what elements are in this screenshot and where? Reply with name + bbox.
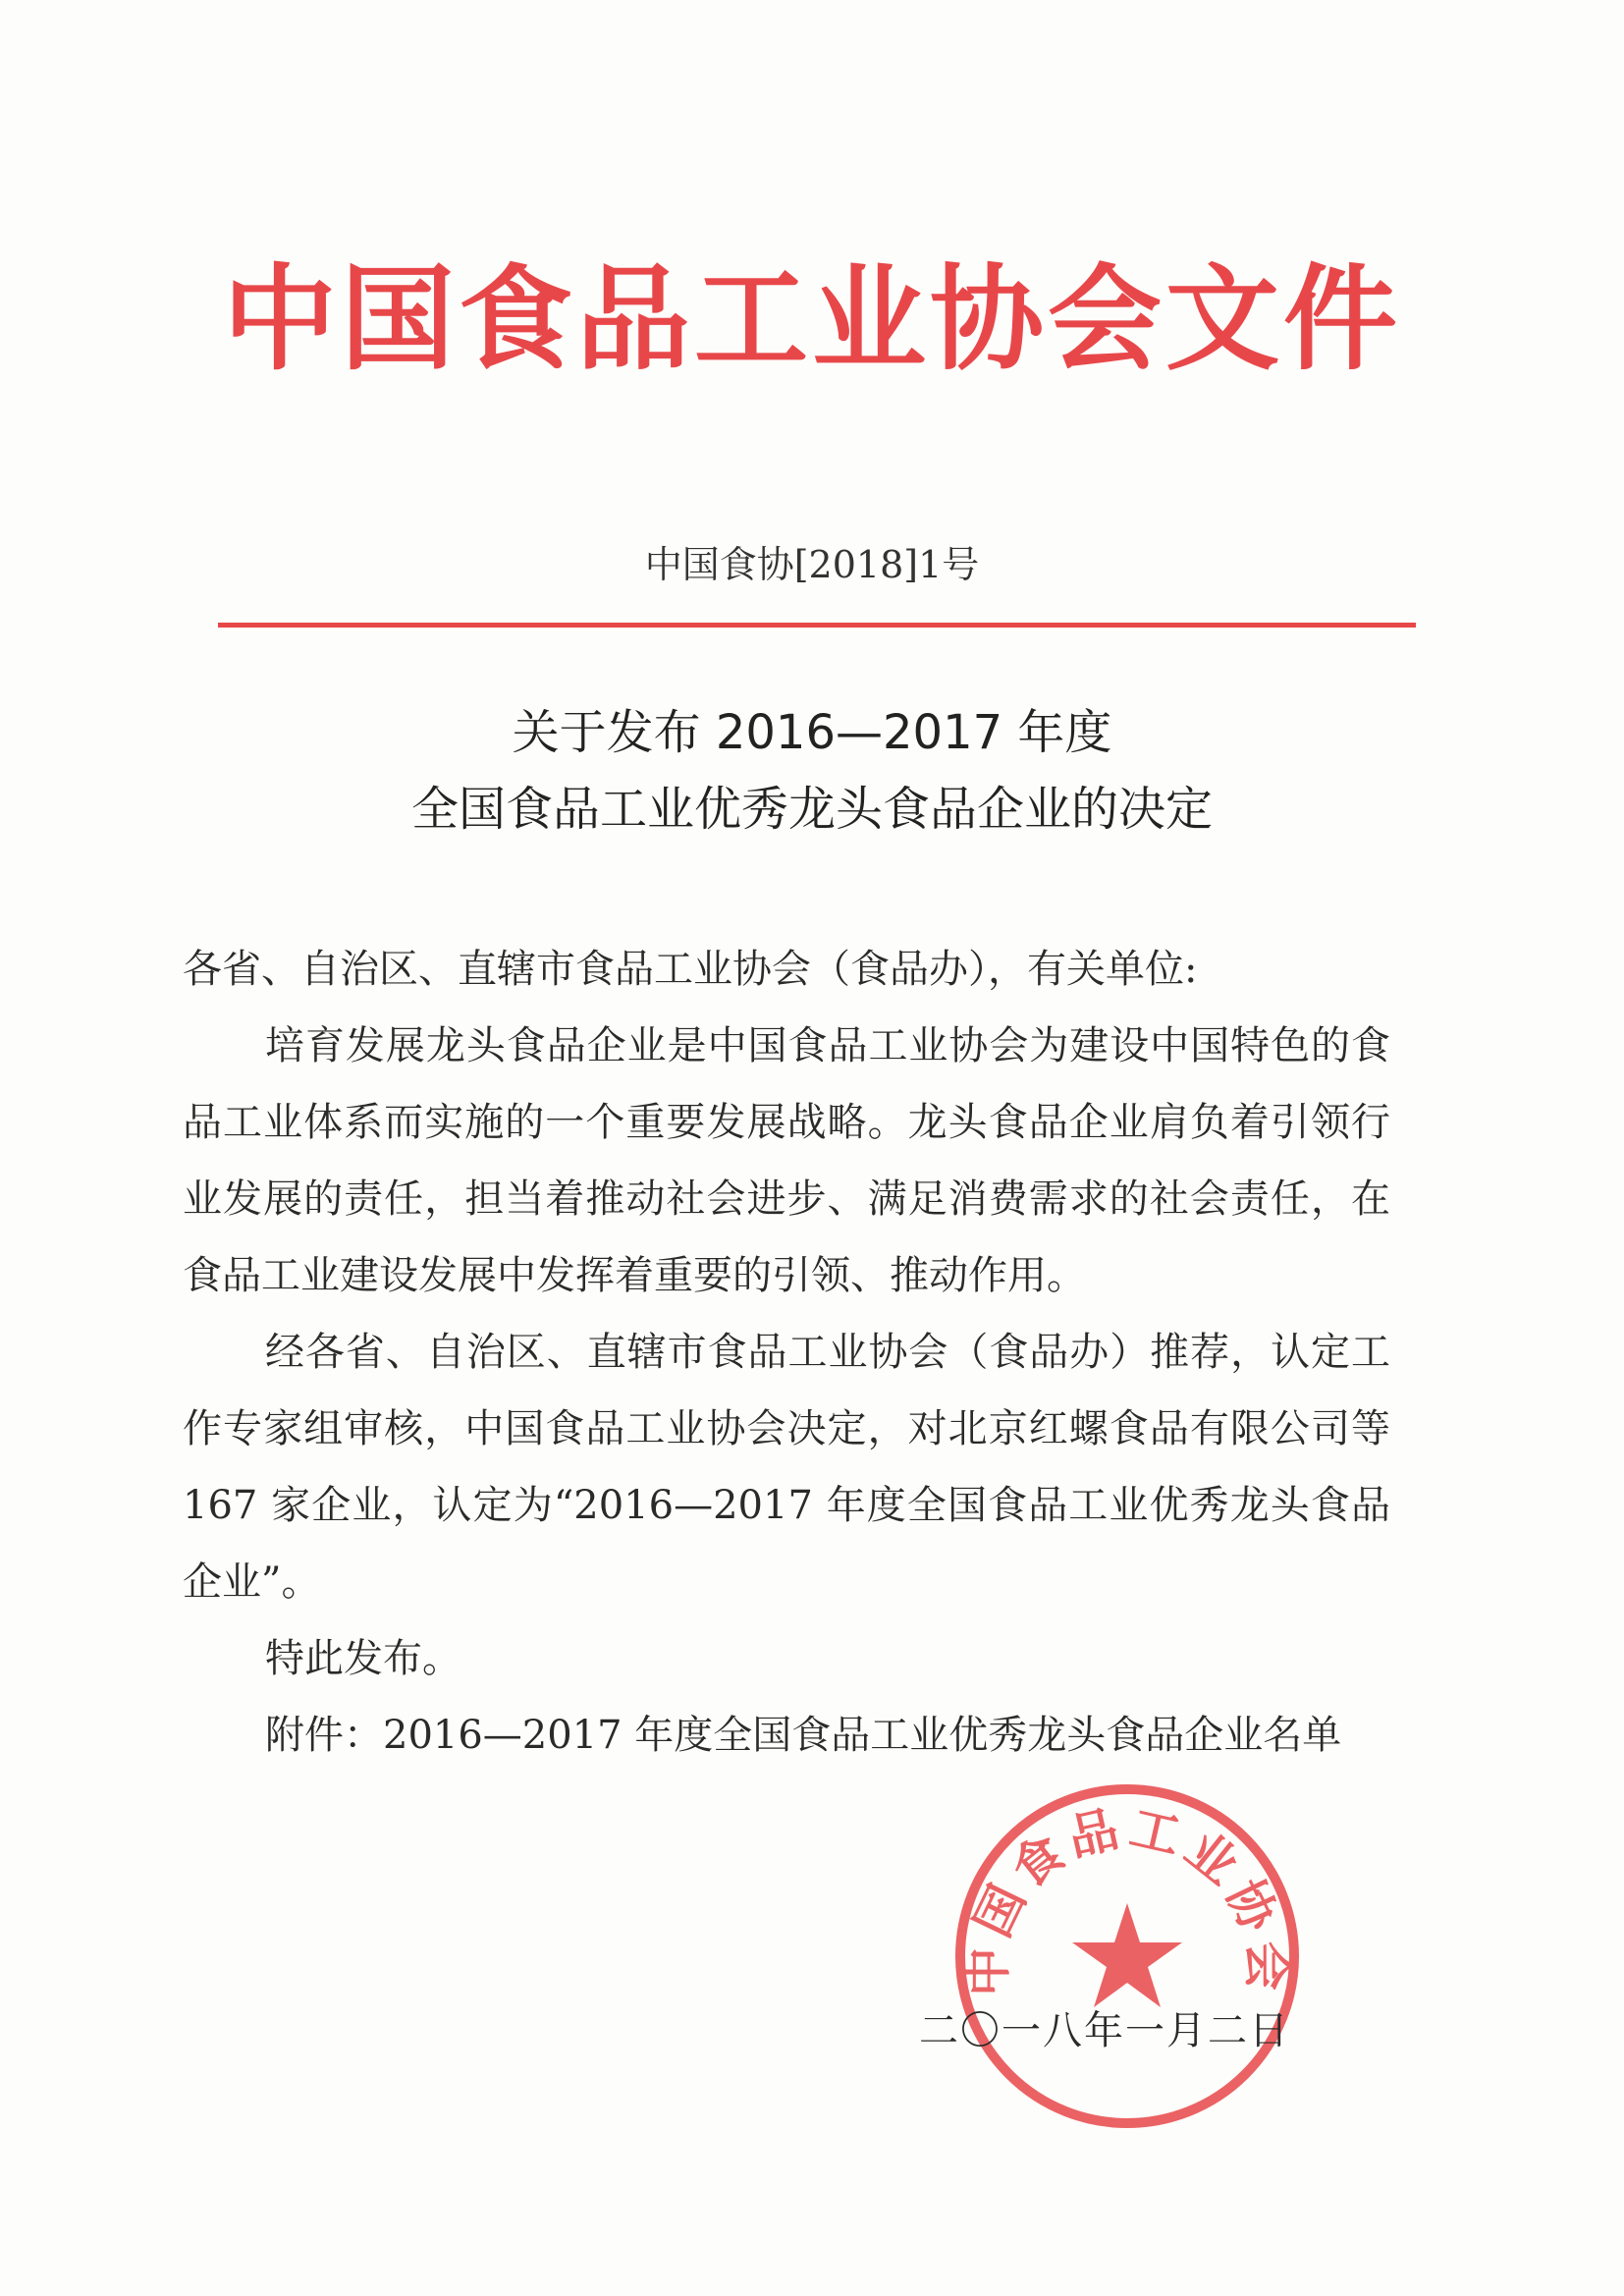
masthead-title: 中国食品工业协会文件 [223,253,1401,386]
body-paragraph-2: 经各省、自治区、直辖市食品工业协会（食品办）推荐，认定工作专家组审核，中国食品工业协会决定，对北京红螺食品有限公司等 167 家企业，认定为“2016—2017 年度全国食品工业优秀龙头食品企业”。 [183,1330,1390,1605]
document-number: 中国食协[2018]1号 [644,543,980,586]
document-title-line-2: 全国食品工业优秀龙头食品企业的决定 [410,782,1213,837]
official-seal-icon [948,1777,1306,2135]
closing-statement: 特此发布。 [265,1636,461,1681]
salutation: 各省、自治区、直辖市食品工业协会（食品办），有关单位: [183,947,1198,992]
attachment-note: 附件：2016—2017 年度全国食品工业优秀龙头食品企业名单 [265,1713,1342,1758]
issue-date: 二〇一八年一月二日 [919,2008,1290,2053]
body-paragraph-1: 培育发展龙头食品企业是中国食品工业协会为建设中国特色的食品工业体系而实施的一个重要发展战略。龙头食品企业肩负着引领行业发展的责任，担当着推动社会进步、满足消费需求的社会责任，在食品工业建设发展中发挥着重要的引领、推动作用。 [183,1023,1390,1298]
svg-text:中国食品工业协会: 中国食品工业协会 [958,1799,1296,1996]
document-title-line-1: 关于发布 2016—2017 年度 [512,705,1112,760]
red-divider-line [218,623,1416,628]
